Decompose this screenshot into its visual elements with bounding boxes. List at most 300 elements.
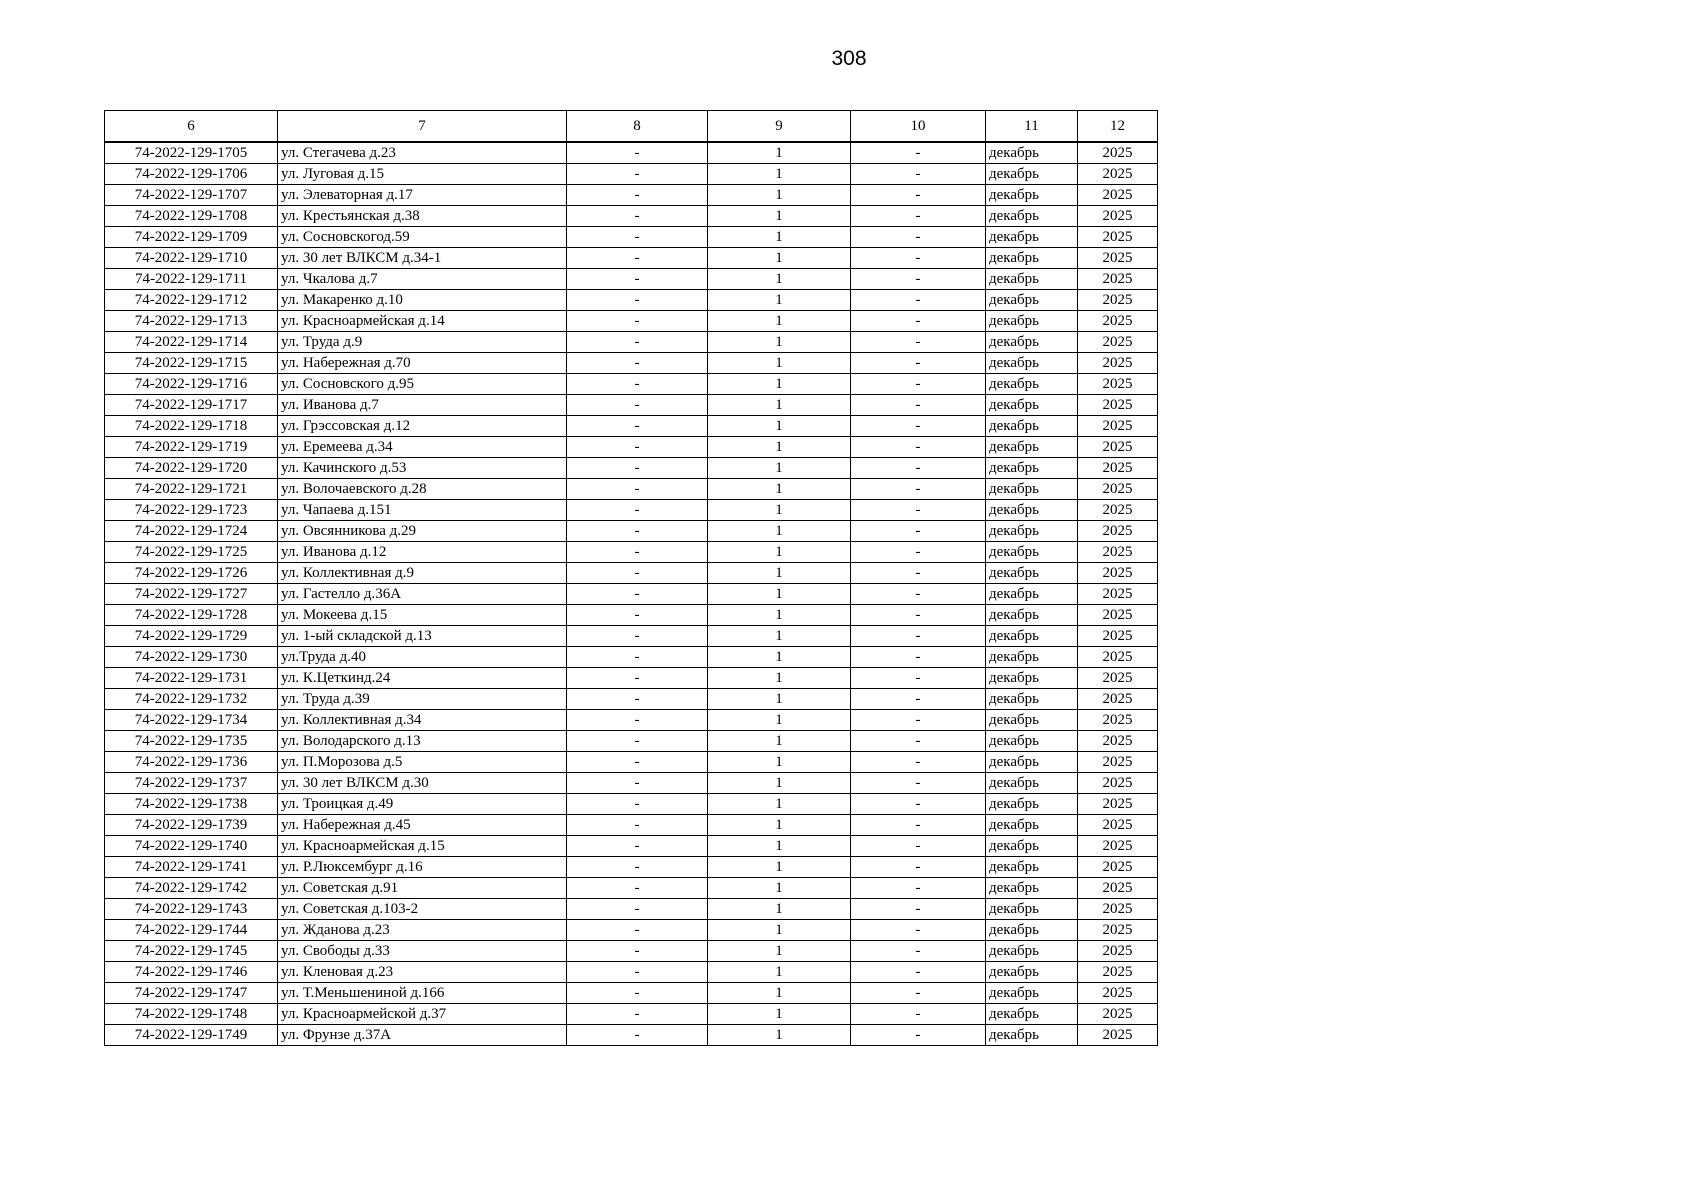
col-8-cell: - xyxy=(567,920,708,941)
col-address-cell: ул. Сосновскогод.59 xyxy=(278,227,567,248)
col-address-cell: ул. Еремеева д.34 xyxy=(278,437,567,458)
col-8-cell: - xyxy=(567,668,708,689)
col-year-cell: 2025 xyxy=(1078,248,1158,269)
col-month-cell: декабрь xyxy=(986,185,1078,206)
col-id-cell: 74-2022-129-1743 xyxy=(105,899,278,920)
col-8-cell: - xyxy=(567,311,708,332)
col-id-cell: 74-2022-129-1749 xyxy=(105,1025,278,1046)
column-header-6: 6 xyxy=(105,111,278,143)
col-month-cell: декабрь xyxy=(986,1025,1078,1046)
table-row xyxy=(105,899,1158,920)
col-id-cell: 74-2022-129-1708 xyxy=(105,206,278,227)
col-id-cell: 74-2022-129-1715 xyxy=(105,353,278,374)
col-address-cell: ул. Грэссовская д.12 xyxy=(278,416,567,437)
col-8-cell: - xyxy=(567,983,708,1004)
col-month-cell: декабрь xyxy=(986,584,1078,605)
table-row xyxy=(105,920,1158,941)
table-row xyxy=(105,626,1158,647)
table-row xyxy=(105,521,1158,542)
col-year-cell: 2025 xyxy=(1078,605,1158,626)
col-month-cell: декабрь xyxy=(986,605,1078,626)
col-8-cell: - xyxy=(567,164,708,185)
col-8-cell: - xyxy=(567,227,708,248)
col-address-cell: ул. Труда д.9 xyxy=(278,332,567,353)
col-10-cell: - xyxy=(851,500,986,521)
col-year-cell: 2025 xyxy=(1078,206,1158,227)
col-address-cell: ул. Мокеева д.15 xyxy=(278,605,567,626)
col-address-cell: ул. Труда д.39 xyxy=(278,689,567,710)
col-10-cell: - xyxy=(851,479,986,500)
col-month-cell: декабрь xyxy=(986,142,1078,164)
col-year-cell: 2025 xyxy=(1078,584,1158,605)
col-id-cell: 74-2022-129-1737 xyxy=(105,773,278,794)
table-row xyxy=(105,773,1158,794)
col-id-cell: 74-2022-129-1739 xyxy=(105,815,278,836)
col-id-cell: 74-2022-129-1705 xyxy=(105,142,278,164)
col-id-cell: 74-2022-129-1723 xyxy=(105,500,278,521)
col-month-cell: декабрь xyxy=(986,836,1078,857)
col-10-cell: - xyxy=(851,563,986,584)
table-row xyxy=(105,248,1158,269)
col-address-cell: ул. Красноармейская д.15 xyxy=(278,836,567,857)
col-10-cell: - xyxy=(851,752,986,773)
col-9-cell: 1 xyxy=(708,899,851,920)
col-year-cell: 2025 xyxy=(1078,563,1158,584)
column-header-9: 9 xyxy=(708,111,851,143)
col-9-cell: 1 xyxy=(708,752,851,773)
table-row xyxy=(105,836,1158,857)
col-8-cell: - xyxy=(567,626,708,647)
col-year-cell: 2025 xyxy=(1078,983,1158,1004)
col-year-cell: 2025 xyxy=(1078,773,1158,794)
col-10-cell: - xyxy=(851,311,986,332)
col-9-cell: 1 xyxy=(708,962,851,983)
col-8-cell: - xyxy=(567,542,708,563)
col-year-cell: 2025 xyxy=(1078,962,1158,983)
col-8-cell: - xyxy=(567,290,708,311)
col-address-cell: ул. Набережная д.45 xyxy=(278,815,567,836)
col-9-cell: 1 xyxy=(708,584,851,605)
col-10-cell: - xyxy=(851,815,986,836)
col-address-cell: ул. Советская д.103-2 xyxy=(278,899,567,920)
col-month-cell: декабрь xyxy=(986,332,1078,353)
col-address-cell: ул. Набережная д.70 xyxy=(278,353,567,374)
col-id-cell: 74-2022-129-1711 xyxy=(105,269,278,290)
col-9-cell: 1 xyxy=(708,689,851,710)
col-address-cell: ул. Кленовая д.23 xyxy=(278,962,567,983)
table-row xyxy=(105,269,1158,290)
col-id-cell: 74-2022-129-1746 xyxy=(105,962,278,983)
table-row xyxy=(105,458,1158,479)
col-10-cell: - xyxy=(851,248,986,269)
col-id-cell: 74-2022-129-1710 xyxy=(105,248,278,269)
col-id-cell: 74-2022-129-1738 xyxy=(105,794,278,815)
col-year-cell: 2025 xyxy=(1078,941,1158,962)
table-row xyxy=(105,311,1158,332)
table-row xyxy=(105,206,1158,227)
col-id-cell: 74-2022-129-1744 xyxy=(105,920,278,941)
col-10-cell: - xyxy=(851,521,986,542)
table-row xyxy=(105,962,1158,983)
col-10-cell: - xyxy=(851,206,986,227)
col-10-cell: - xyxy=(851,164,986,185)
col-9-cell: 1 xyxy=(708,941,851,962)
col-9-cell: 1 xyxy=(708,479,851,500)
col-9-cell: 1 xyxy=(708,142,851,164)
col-10-cell: - xyxy=(851,962,986,983)
col-month-cell: декабрь xyxy=(986,521,1078,542)
col-address-cell: ул. Троицкая д.49 xyxy=(278,794,567,815)
col-address-cell: ул. Красноармейской д.37 xyxy=(278,1004,567,1025)
col-id-cell: 74-2022-129-1707 xyxy=(105,185,278,206)
col-month-cell: декабрь xyxy=(986,941,1078,962)
col-10-cell: - xyxy=(851,353,986,374)
col-year-cell: 2025 xyxy=(1078,227,1158,248)
col-year-cell: 2025 xyxy=(1078,836,1158,857)
col-month-cell: декабрь xyxy=(986,269,1078,290)
table-row xyxy=(105,710,1158,731)
col-month-cell: декабрь xyxy=(986,458,1078,479)
col-year-cell: 2025 xyxy=(1078,416,1158,437)
col-9-cell: 1 xyxy=(708,710,851,731)
col-8-cell: - xyxy=(567,353,708,374)
col-address-cell: ул. Волочаевского д.28 xyxy=(278,479,567,500)
col-id-cell: 74-2022-129-1720 xyxy=(105,458,278,479)
col-year-cell: 2025 xyxy=(1078,857,1158,878)
table-row xyxy=(105,542,1158,563)
col-id-cell: 74-2022-129-1716 xyxy=(105,374,278,395)
col-8-cell: - xyxy=(567,374,708,395)
col-year-cell: 2025 xyxy=(1078,542,1158,563)
col-year-cell: 2025 xyxy=(1078,142,1158,164)
table-header xyxy=(105,111,1158,143)
col-9-cell: 1 xyxy=(708,773,851,794)
col-10-cell: - xyxy=(851,941,986,962)
col-year-cell: 2025 xyxy=(1078,794,1158,815)
col-address-cell: ул. Гастелло д.36А xyxy=(278,584,567,605)
col-9-cell: 1 xyxy=(708,668,851,689)
col-address-cell: ул. П.Морозова д.5 xyxy=(278,752,567,773)
col-month-cell: декабрь xyxy=(986,689,1078,710)
col-9-cell: 1 xyxy=(708,626,851,647)
col-month-cell: декабрь xyxy=(986,227,1078,248)
col-address-cell: ул. Володарского д.13 xyxy=(278,731,567,752)
col-9-cell: 1 xyxy=(708,227,851,248)
col-month-cell: декабрь xyxy=(986,290,1078,311)
col-9-cell: 1 xyxy=(708,164,851,185)
col-8-cell: - xyxy=(567,899,708,920)
col-month-cell: декабрь xyxy=(986,437,1078,458)
col-9-cell: 1 xyxy=(708,416,851,437)
col-8-cell: - xyxy=(567,437,708,458)
col-month-cell: декабрь xyxy=(986,983,1078,1004)
table-body xyxy=(105,142,1158,1046)
col-9-cell: 1 xyxy=(708,920,851,941)
col-id-cell: 74-2022-129-1719 xyxy=(105,437,278,458)
col-year-cell: 2025 xyxy=(1078,815,1158,836)
col-year-cell: 2025 xyxy=(1078,500,1158,521)
col-year-cell: 2025 xyxy=(1078,311,1158,332)
table-row xyxy=(105,395,1158,416)
col-id-cell: 74-2022-129-1740 xyxy=(105,836,278,857)
table-row xyxy=(105,584,1158,605)
col-id-cell: 74-2022-129-1742 xyxy=(105,878,278,899)
table-row xyxy=(105,815,1158,836)
col-year-cell: 2025 xyxy=(1078,479,1158,500)
col-id-cell: 74-2022-129-1721 xyxy=(105,479,278,500)
col-year-cell: 2025 xyxy=(1078,353,1158,374)
col-address-cell: ул. Жданова д.23 xyxy=(278,920,567,941)
col-address-cell: ул. К.Цеткинд.24 xyxy=(278,668,567,689)
col-8-cell: - xyxy=(567,1025,708,1046)
col-10-cell: - xyxy=(851,710,986,731)
col-8-cell: - xyxy=(567,142,708,164)
col-10-cell: - xyxy=(851,227,986,248)
col-8-cell: - xyxy=(567,962,708,983)
col-month-cell: декабрь xyxy=(986,416,1078,437)
col-address-cell: ул. Макаренко д.10 xyxy=(278,290,567,311)
table-row xyxy=(105,290,1158,311)
col-year-cell: 2025 xyxy=(1078,374,1158,395)
col-year-cell: 2025 xyxy=(1078,626,1158,647)
col-9-cell: 1 xyxy=(708,563,851,584)
col-9-cell: 1 xyxy=(708,605,851,626)
col-10-cell: - xyxy=(851,332,986,353)
col-10-cell: - xyxy=(851,836,986,857)
col-year-cell: 2025 xyxy=(1078,164,1158,185)
col-8-cell: - xyxy=(567,479,708,500)
col-month-cell: декабрь xyxy=(986,773,1078,794)
col-8-cell: - xyxy=(567,836,708,857)
table-row xyxy=(105,731,1158,752)
col-9-cell: 1 xyxy=(708,290,851,311)
col-10-cell: - xyxy=(851,689,986,710)
col-month-cell: декабрь xyxy=(986,164,1078,185)
col-address-cell: ул. Красноармейская д.14 xyxy=(278,311,567,332)
col-address-cell: ул. 30 лет ВЛКСМ д.34-1 xyxy=(278,248,567,269)
table-row xyxy=(105,142,1158,164)
col-8-cell: - xyxy=(567,773,708,794)
col-8-cell: - xyxy=(567,857,708,878)
col-month-cell: декабрь xyxy=(986,878,1078,899)
col-year-cell: 2025 xyxy=(1078,437,1158,458)
col-year-cell: 2025 xyxy=(1078,647,1158,668)
col-10-cell: - xyxy=(851,920,986,941)
col-address-cell: ул. Коллективная д.9 xyxy=(278,563,567,584)
col-address-cell: ул. Фрунзе д.37А xyxy=(278,1025,567,1046)
table-row xyxy=(105,437,1158,458)
col-8-cell: - xyxy=(567,416,708,437)
col-address-cell: ул. Чапаева д.151 xyxy=(278,500,567,521)
col-9-cell: 1 xyxy=(708,878,851,899)
col-id-cell: 74-2022-129-1735 xyxy=(105,731,278,752)
col-month-cell: декабрь xyxy=(986,353,1078,374)
col-8-cell: - xyxy=(567,185,708,206)
col-id-cell: 74-2022-129-1745 xyxy=(105,941,278,962)
table-row xyxy=(105,164,1158,185)
col-id-cell: 74-2022-129-1730 xyxy=(105,647,278,668)
col-id-cell: 74-2022-129-1734 xyxy=(105,710,278,731)
col-year-cell: 2025 xyxy=(1078,290,1158,311)
col-month-cell: декабрь xyxy=(986,857,1078,878)
col-id-cell: 74-2022-129-1709 xyxy=(105,227,278,248)
column-header-12: 12 xyxy=(1078,111,1158,143)
col-9-cell: 1 xyxy=(708,395,851,416)
col-8-cell: - xyxy=(567,584,708,605)
page-number: 308 xyxy=(831,47,867,70)
col-month-cell: декабрь xyxy=(986,248,1078,269)
col-year-cell: 2025 xyxy=(1078,710,1158,731)
col-id-cell: 74-2022-129-1727 xyxy=(105,584,278,605)
col-month-cell: декабрь xyxy=(986,647,1078,668)
col-address-cell: ул. 30 лет ВЛКСМ д.30 xyxy=(278,773,567,794)
col-9-cell: 1 xyxy=(708,794,851,815)
col-10-cell: - xyxy=(851,1025,986,1046)
col-month-cell: декабрь xyxy=(986,752,1078,773)
table-row xyxy=(105,416,1158,437)
table-row xyxy=(105,605,1158,626)
col-address-cell: ул. Овсянникова д.29 xyxy=(278,521,567,542)
col-year-cell: 2025 xyxy=(1078,1004,1158,1025)
col-10-cell: - xyxy=(851,542,986,563)
col-id-cell: 74-2022-129-1725 xyxy=(105,542,278,563)
col-8-cell: - xyxy=(567,731,708,752)
col-year-cell: 2025 xyxy=(1078,731,1158,752)
col-year-cell: 2025 xyxy=(1078,521,1158,542)
col-9-cell: 1 xyxy=(708,206,851,227)
col-month-cell: декабрь xyxy=(986,626,1078,647)
col-id-cell: 74-2022-129-1729 xyxy=(105,626,278,647)
col-id-cell: 74-2022-129-1713 xyxy=(105,311,278,332)
col-9-cell: 1 xyxy=(708,353,851,374)
col-year-cell: 2025 xyxy=(1078,1025,1158,1046)
col-month-cell: декабрь xyxy=(986,374,1078,395)
col-id-cell: 74-2022-129-1728 xyxy=(105,605,278,626)
col-9-cell: 1 xyxy=(708,647,851,668)
col-8-cell: - xyxy=(567,500,708,521)
col-8-cell: - xyxy=(567,710,708,731)
col-year-cell: 2025 xyxy=(1078,689,1158,710)
column-header-8: 8 xyxy=(567,111,708,143)
col-10-cell: - xyxy=(851,773,986,794)
col-id-cell: 74-2022-129-1748 xyxy=(105,1004,278,1025)
col-10-cell: - xyxy=(851,668,986,689)
col-8-cell: - xyxy=(567,269,708,290)
table-row xyxy=(105,752,1158,773)
col-8-cell: - xyxy=(567,689,708,710)
col-8-cell: - xyxy=(567,878,708,899)
col-10-cell: - xyxy=(851,899,986,920)
col-10-cell: - xyxy=(851,878,986,899)
col-9-cell: 1 xyxy=(708,1025,851,1046)
col-month-cell: декабрь xyxy=(986,710,1078,731)
col-year-cell: 2025 xyxy=(1078,668,1158,689)
col-year-cell: 2025 xyxy=(1078,395,1158,416)
col-id-cell: 74-2022-129-1717 xyxy=(105,395,278,416)
column-header-10: 10 xyxy=(851,111,986,143)
col-9-cell: 1 xyxy=(708,374,851,395)
col-8-cell: - xyxy=(567,1004,708,1025)
col-8-cell: - xyxy=(567,563,708,584)
col-id-cell: 74-2022-129-1726 xyxy=(105,563,278,584)
col-9-cell: 1 xyxy=(708,983,851,1004)
col-id-cell: 74-2022-129-1718 xyxy=(105,416,278,437)
column-header-7: 7 xyxy=(278,111,567,143)
col-year-cell: 2025 xyxy=(1078,185,1158,206)
col-9-cell: 1 xyxy=(708,731,851,752)
col-address-cell: ул. Сосновского д.95 xyxy=(278,374,567,395)
col-address-cell: ул. Крестьянская д.38 xyxy=(278,206,567,227)
col-year-cell: 2025 xyxy=(1078,920,1158,941)
col-9-cell: 1 xyxy=(708,437,851,458)
table-row xyxy=(105,332,1158,353)
col-month-cell: декабрь xyxy=(986,794,1078,815)
col-9-cell: 1 xyxy=(708,311,851,332)
col-id-cell: 74-2022-129-1736 xyxy=(105,752,278,773)
col-year-cell: 2025 xyxy=(1078,752,1158,773)
col-9-cell: 1 xyxy=(708,458,851,479)
table-row xyxy=(105,479,1158,500)
col-9-cell: 1 xyxy=(708,248,851,269)
col-10-cell: - xyxy=(851,374,986,395)
col-address-cell: ул. Иванова д.7 xyxy=(278,395,567,416)
col-10-cell: - xyxy=(851,395,986,416)
col-10-cell: - xyxy=(851,647,986,668)
col-month-cell: декабрь xyxy=(986,920,1078,941)
col-id-cell: 74-2022-129-1712 xyxy=(105,290,278,311)
col-9-cell: 1 xyxy=(708,857,851,878)
col-address-cell: ул. Качинского д.53 xyxy=(278,458,567,479)
col-9-cell: 1 xyxy=(708,1004,851,1025)
col-8-cell: - xyxy=(567,752,708,773)
col-year-cell: 2025 xyxy=(1078,332,1158,353)
col-8-cell: - xyxy=(567,248,708,269)
col-address-cell: ул. 1-ый складской д.13 xyxy=(278,626,567,647)
col-9-cell: 1 xyxy=(708,542,851,563)
col-year-cell: 2025 xyxy=(1078,878,1158,899)
table-row xyxy=(105,857,1158,878)
col-address-cell: ул. Чкалова д.7 xyxy=(278,269,567,290)
table-row xyxy=(105,941,1158,962)
col-10-cell: - xyxy=(851,626,986,647)
col-9-cell: 1 xyxy=(708,500,851,521)
table-row xyxy=(105,983,1158,1004)
col-9-cell: 1 xyxy=(708,521,851,542)
col-id-cell: 74-2022-129-1732 xyxy=(105,689,278,710)
col-8-cell: - xyxy=(567,206,708,227)
table-row xyxy=(105,1004,1158,1025)
col-month-cell: декабрь xyxy=(986,395,1078,416)
col-id-cell: 74-2022-129-1731 xyxy=(105,668,278,689)
header-row xyxy=(105,111,1158,143)
col-address-cell: ул. Луговая д.15 xyxy=(278,164,567,185)
col-month-cell: декабрь xyxy=(986,962,1078,983)
table-row xyxy=(105,689,1158,710)
table-row xyxy=(105,878,1158,899)
register-table xyxy=(104,110,1158,1046)
col-8-cell: - xyxy=(567,815,708,836)
col-9-cell: 1 xyxy=(708,332,851,353)
col-year-cell: 2025 xyxy=(1078,899,1158,920)
col-9-cell: 1 xyxy=(708,269,851,290)
col-10-cell: - xyxy=(851,731,986,752)
col-address-cell: ул. Свободы д.33 xyxy=(278,941,567,962)
col-year-cell: 2025 xyxy=(1078,269,1158,290)
table-row xyxy=(105,353,1158,374)
col-month-cell: декабрь xyxy=(986,668,1078,689)
col-8-cell: - xyxy=(567,647,708,668)
col-10-cell: - xyxy=(851,142,986,164)
